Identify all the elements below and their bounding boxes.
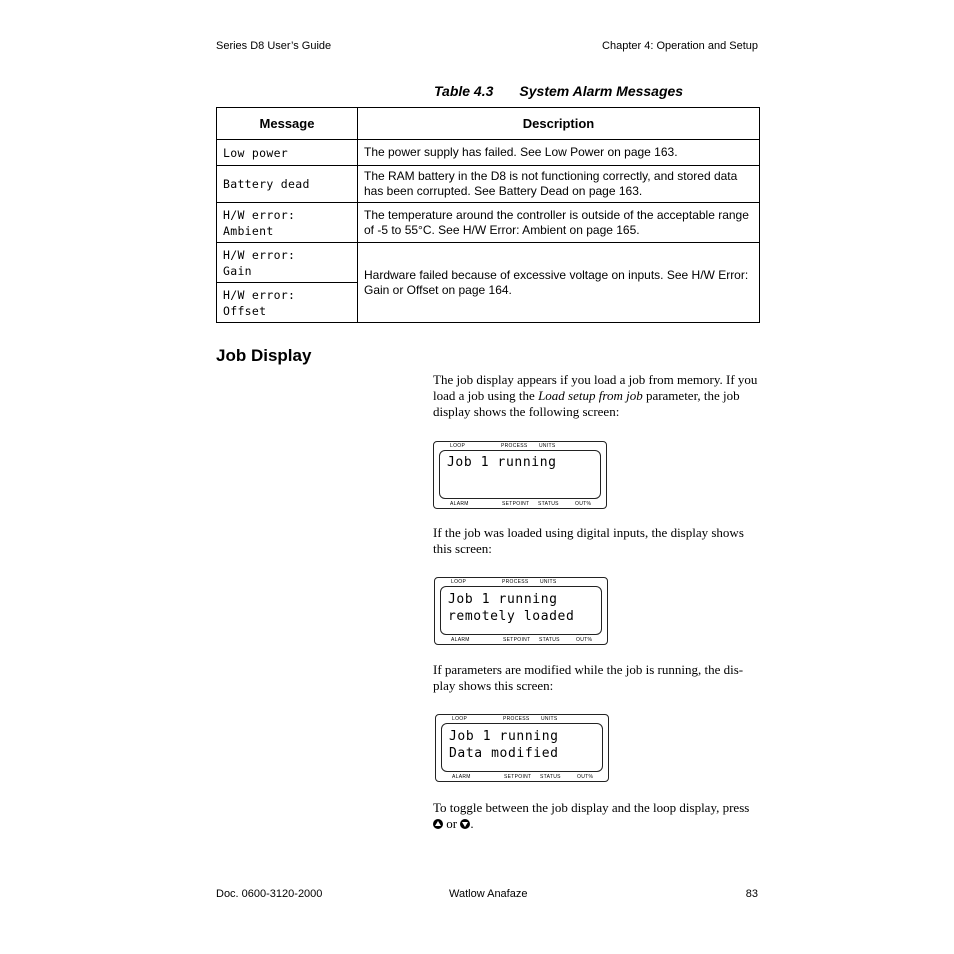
footer-page-number: 83	[745, 888, 758, 900]
paragraph-toggle	[433, 800, 773, 832]
column-header-message: Message	[217, 108, 358, 140]
lcd-label-setpoint: SETPOINT	[503, 637, 531, 643]
message-text: Battery dead	[223, 177, 310, 191]
lcd-label-process: PROCESS	[501, 443, 528, 449]
lcd-line-2: Data modified	[449, 746, 559, 761]
table-caption	[434, 83, 683, 99]
message-cell	[217, 283, 358, 323]
lcd-line-1: Job 1 running	[448, 592, 558, 607]
table-row	[217, 140, 760, 166]
lcd-label-units: UNITS	[539, 443, 556, 449]
paragraph-text: The job display appears if you load a job from memory. If you load a job using the	[433, 372, 758, 403]
lcd-label-loop: LOOP	[452, 716, 468, 722]
lcd-label-status: STATUS	[538, 501, 559, 507]
footer-company: Watlow Anafaze	[449, 888, 528, 900]
lcd-label-alarm: ALARM	[451, 637, 470, 643]
message-text: Offset	[223, 303, 267, 318]
lcd-line-1: Job 1 running	[447, 455, 557, 470]
table-header-row	[217, 108, 760, 140]
section-heading: Job Display	[216, 346, 312, 365]
up-arrow-key-icon	[433, 819, 443, 829]
lcd-label-setpoint: SETPOINT	[502, 501, 530, 507]
parameter-name: Load setup from job	[538, 388, 643, 403]
paragraph-job-display-intro	[433, 372, 769, 420]
lcd-label-status: STATUS	[540, 774, 561, 780]
system-alarm-table	[216, 107, 760, 323]
lcd-label-units: UNITS	[540, 579, 557, 585]
table-row	[217, 243, 760, 283]
paragraph-text: or	[443, 816, 461, 831]
paragraph-digital-inputs: If the job was loaded using digital inputs, the display shows this screen:	[433, 525, 744, 556]
paragraph-text: To toggle between the job display and the loop display, press	[433, 800, 750, 815]
lcd-label-out: OUT%	[575, 501, 592, 507]
message-text: Gain	[223, 263, 252, 278]
message-cell	[217, 140, 358, 166]
message-text: Low power	[223, 145, 289, 160]
lcd-label-loop: LOOP	[451, 579, 467, 585]
lcd-label-setpoint: SETPOINT	[504, 774, 532, 780]
lcd-screen-remotely-loaded	[434, 577, 608, 645]
table-caption-title: System Alarm Messages	[519, 83, 684, 99]
lcd-label-loop: LOOP	[450, 443, 466, 449]
lcd-label-alarm: ALARM	[452, 774, 471, 780]
table-caption-number: Table 4.3	[434, 83, 494, 99]
table-row	[217, 166, 760, 203]
lcd-label-status: STATUS	[539, 637, 560, 643]
lcd-label-out: OUT%	[577, 774, 594, 780]
lcd-screen-job-running	[433, 441, 607, 509]
down-arrow-key-icon	[460, 819, 470, 829]
running-header-left: Series D8 User’s Guide	[216, 40, 332, 52]
description-cell: Hardware failed because of excessive voltage on inputs. See H/W Error: Gain or Offset on page 164.	[358, 243, 760, 323]
description-cell: The power supply has failed. See Low Power on page 163.	[358, 140, 760, 166]
lcd-line-2: remotely loaded	[448, 609, 575, 624]
message-text: H/W error:	[223, 247, 296, 262]
message-cell	[217, 243, 358, 283]
lcd-label-out: OUT%	[576, 637, 593, 643]
paragraph-modified: If parameters are modified while the job is running, the dis-play shows this screen:	[433, 662, 744, 693]
lcd-label-process: PROCESS	[503, 716, 530, 722]
lcd-screen-data-modified	[435, 714, 609, 782]
lcd-label-process: PROCESS	[502, 579, 529, 585]
message-text: H/W error:	[223, 207, 296, 222]
lcd-line-1: Job 1 running	[449, 729, 559, 744]
running-header-right: Chapter 4: Operation and Setup	[602, 40, 758, 52]
table-row	[217, 203, 760, 243]
paragraph-text: parameter, the job display shows the following screen:	[433, 388, 740, 419]
description-cell: The RAM battery in the D8 is not functioning correctly, and stored data has been corrupted. See Battery Dead on page 163.	[358, 166, 760, 203]
message-text: Ambient	[223, 223, 274, 238]
column-header-description: Description	[358, 108, 760, 140]
lcd-label-units: UNITS	[541, 716, 558, 722]
message-text: H/W error:	[223, 287, 296, 302]
footer-doc-number: Doc. 0600-3120-2000	[216, 888, 323, 900]
paragraph-text: .	[470, 816, 474, 831]
message-cell	[217, 203, 358, 243]
lcd-label-alarm: ALARM	[450, 501, 469, 507]
description-cell: The temperature around the controller is outside of the acceptable range of -5 to 55°C. See H/W Error: Ambient on page 165.	[358, 203, 760, 243]
message-cell	[217, 166, 358, 203]
